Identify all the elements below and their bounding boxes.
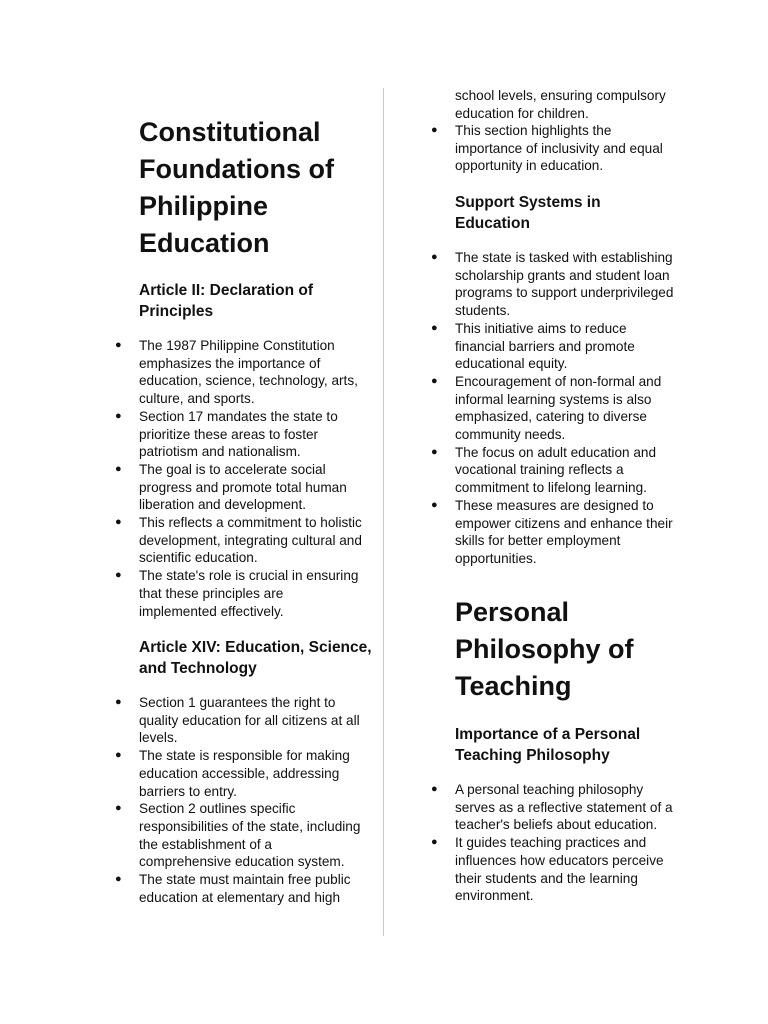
bullet-icon: ● (115, 409, 122, 422)
list-item: ● The goal is to accelerate social progress and promote total human liberation and development. (115, 461, 347, 513)
bullet-icon: ● (431, 251, 438, 263)
bullet-icon: ● (431, 783, 438, 795)
support-systems-heading: Support Systems in Education (455, 194, 601, 232)
list-item: ● A personal teaching philosophy serves as a reflective statement of a teacher's beliefs about education. (431, 782, 673, 833)
list-item: ● It guides teaching practices and influences how educators perceive their students and the learning environment. (431, 835, 664, 904)
list-item: ● The state must maintain free public education at elementary and high (115, 872, 351, 905)
list-item: ● This section highlights the importance of inclusivity and equal opportunity in education. (431, 123, 663, 174)
bullet-icon: ● (431, 836, 438, 849)
section-title: Personal Philosophy of Teaching (455, 597, 634, 701)
list-item: ● The state is responsible for making education accessible, addressing barriers to entry. (115, 748, 350, 799)
list-item: ● Section 17 mandates the state to prioritize these areas to foster patriotism and nationalism. (115, 408, 338, 460)
list-item: ● These measures are designed to empower citizens and enhance their skills for better employment opportunities. (431, 497, 673, 566)
bullet-icon: ● (115, 749, 122, 762)
bullet-icon: ● (115, 802, 122, 815)
bullet-icon: ● (431, 124, 438, 136)
list-item: ● The state's role is crucial in ensuring that these principles are implemented effectively. (115, 568, 359, 619)
bullet-icon: ● (115, 569, 122, 582)
bullet-icon: ● (431, 321, 438, 334)
bullet-icon: ● (431, 498, 438, 511)
importance-list (428, 781, 680, 905)
continued-text: school levels, ensuring compulsory education for children. (455, 88, 666, 121)
bullet-icon: ● (431, 374, 438, 387)
bullet-icon: ● (115, 696, 122, 708)
list-item: ● This initiative aims to reduce financial barriers and promote educational equity. (431, 320, 635, 372)
bullet-icon: ● (115, 339, 122, 351)
importance-heading: Importance of a Personal Teaching Philosophy (455, 726, 641, 764)
list-item: ● The focus on adult education and vocational training reflects a commitment to lifelong learning. (431, 444, 657, 496)
list-item: ● Encouragement of non-formal and informal learning systems is also emphasized, catering to diverse community needs. (431, 373, 662, 443)
article-xiv-heading: Article XIV: Education, Science, and Technology (139, 639, 372, 677)
list-item: ● Section 1 guarantees the right to quality education for all citizens at all levels. (115, 695, 360, 746)
list-item: ● The 1987 Philippine Constitution emphasizes the importance of education, science, technology, arts, culture, and sports. (115, 338, 358, 407)
support-systems-list (428, 249, 680, 568)
bullet-icon: ● (115, 516, 122, 529)
bullet-icon: ● (115, 873, 122, 886)
article-ii-heading: Article II: Declaration of Principles (139, 282, 313, 320)
article-xiv-list (112, 694, 364, 906)
bullet-icon: ● (431, 445, 438, 458)
continued-list (428, 122, 678, 175)
list-item: ● Section 2 outlines specific responsibilities of the state, including the establishment of a comprehensive education system. (115, 801, 361, 870)
section-title: Constitutional Foundations of Philippine Education (139, 117, 334, 258)
list-item: ● This reflects a commitment to holistic development, integrating cultural and scientific education. (115, 515, 362, 566)
article-ii-list (112, 337, 364, 620)
list-item: ● The state is tasked with establishing scholarship grants and student loan programs to support underprivileged students. (431, 250, 674, 319)
bullet-icon: ● (115, 462, 122, 475)
